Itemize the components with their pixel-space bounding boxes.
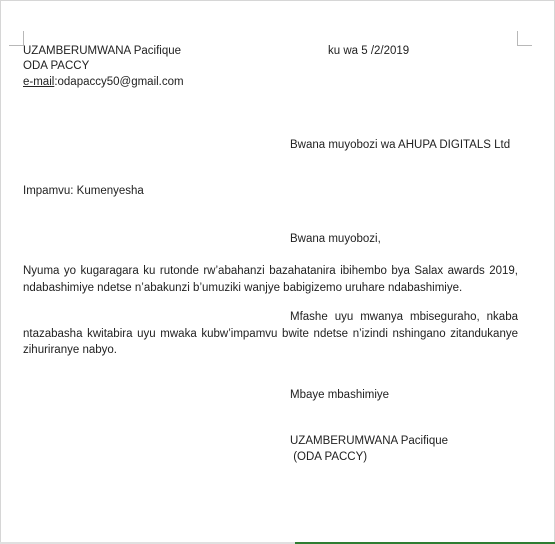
margin-corner-top-right [517,31,532,46]
letter-subject: Impamvu: Kumenyesha [23,185,144,197]
body-paragraph-1: Nyuma yo kugaragara ku rutonde rw’abahanzi bazahatanira ibihembo bya Salax awards 2019, ndabashimiye ndetse n’abakunzi b’umuziki wanjye babigizemo uruhare ndabashimiye. [23,265,518,294]
sender-name: UZAMBERUMWANA Pacifique [23,45,182,57]
letter-date: ku wa 5 /2/2019 [328,45,410,57]
sender-email [23,74,184,90]
recipient-company: AHUPA DIGITALS Ltd [398,139,511,151]
email-address: :odapaccy50@gmail.com [54,76,184,88]
letter-closing: Mbaye mbashimiye [290,389,390,401]
signature-alias: (ODA PACCY) [290,451,368,463]
letter-salutation: Bwana muyobozi, [290,233,381,245]
sender-alias: ODA PACCY [23,60,90,72]
margin-corner-top-left [9,31,24,46]
body-paragraph-2: Mfashe uyu mwanya mbiseguraho, nkaba ntazabasha kwitabira uyu mwaka kubw’impamvu bwite ndetse n’izindi nshingano zitandukanye zihuriranye nabyo. [23,311,518,356]
email-label: e-mail [23,76,55,88]
recipient-prefix: Bwana muyobozi wa [290,139,396,151]
signature-name: UZAMBERUMWANA Pacifique [290,435,449,447]
recipient-line [290,137,510,153]
